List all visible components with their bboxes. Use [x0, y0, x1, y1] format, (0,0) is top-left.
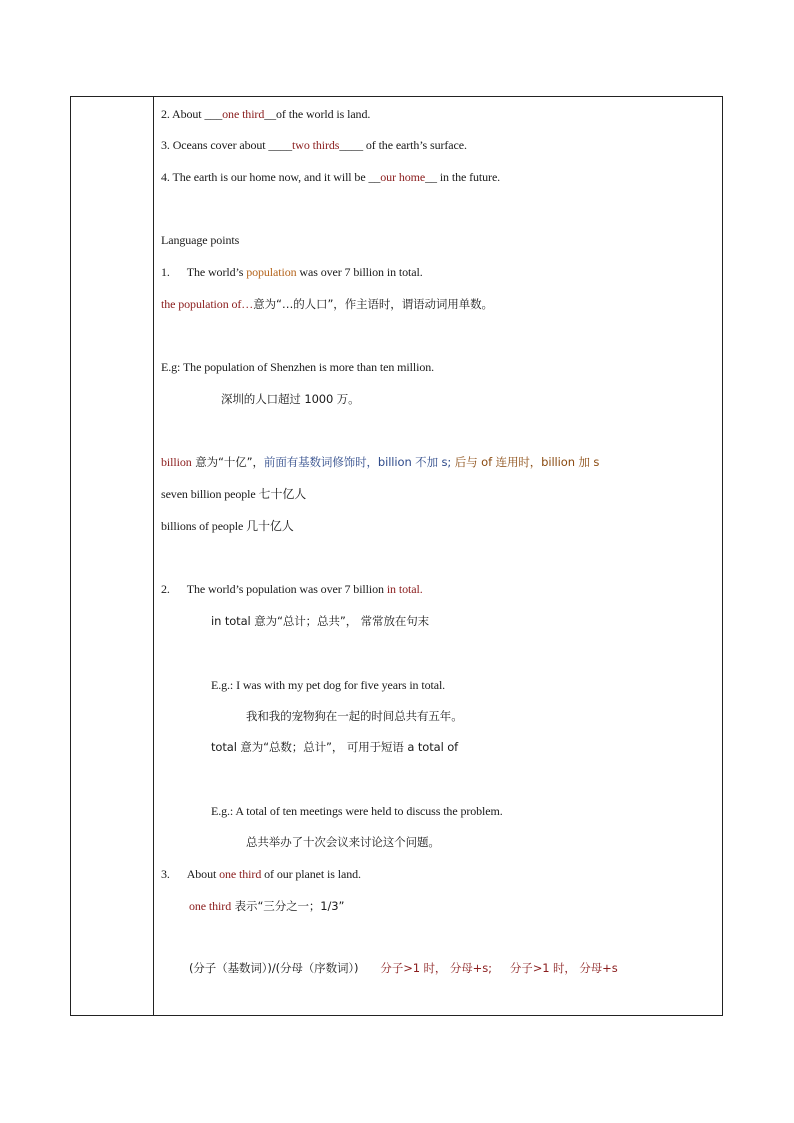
exercise-answer: one third [222, 107, 265, 121]
point-number: 1. [161, 265, 170, 279]
point-2-example-1-translation: 我和我的宠物狗在一起的时间总共有五年。 [246, 709, 463, 723]
phrase: one third [189, 899, 232, 913]
sentence-text: About [186, 867, 220, 881]
point-2-example-1: E.g.: I was with my pet dog for five years in total. [211, 678, 446, 692]
exercise-answer: two thirds [292, 138, 340, 152]
point-3-note [189, 898, 344, 914]
exercise-line-4 [161, 169, 500, 185]
exercise-text: __of the world is land. [264, 107, 371, 121]
rule-text: billion 不加 s; [377, 455, 452, 469]
rule-text: billion 加 s [541, 455, 600, 469]
key-word: in total. [386, 582, 423, 596]
point-2-note-1: in total 意为“总计；总共”， 常常放在句末 [211, 614, 430, 628]
rule-text: 分子>1 时， 分母+s; [380, 961, 492, 975]
sentence-text: was over 7 billion in total. [296, 265, 423, 279]
billion-example-2: billions of people 几十亿人 [161, 519, 294, 533]
exercise-text: 4. The earth is our home now, and it will be __ [161, 170, 381, 184]
point-2-example-2: E.g.: A total of ten meetings were held to discuss the problem. [211, 804, 503, 818]
point-1-sentence [161, 264, 423, 280]
sentence-text: The world’s [186, 265, 247, 279]
billion-note [161, 454, 599, 470]
point-3-sentence [161, 866, 361, 882]
exercise-answer: our home [380, 170, 426, 184]
exercise-line-3 [161, 137, 467, 153]
explanation: 表示“三分之一；1/3” [231, 899, 345, 913]
phrase: the population of… [161, 297, 254, 311]
exercise-text: 2. About ___ [161, 107, 223, 121]
point-2-note-2: total 意为“总数；总计”， 可用于短语 a total of [211, 740, 459, 754]
explanation: 意为“…的人口”，作主语时，谓语动词用单数。 [253, 297, 493, 311]
key-word: billion [161, 455, 192, 469]
sentence-text: of our planet is land. [261, 867, 361, 881]
point-number: 2. [161, 582, 170, 596]
exercise-line-2 [161, 106, 370, 122]
point-1-example: E.g: The population of Shenzhen is more than ten million. [161, 360, 435, 374]
point-1-note [161, 296, 493, 312]
section-heading: Language points [161, 233, 240, 247]
rule-text: 前面有基数词修饰时， [263, 455, 378, 469]
rule-text: 分子>1 时， 分母+s [509, 961, 618, 975]
key-word: population [246, 265, 297, 279]
exercise-text: 3. Oceans cover about ____ [161, 138, 293, 152]
table-column-divider [153, 96, 154, 1016]
rule-text: 后与 of 连用时， [451, 455, 542, 469]
point-number: 3. [161, 867, 170, 881]
billion-example-1: seven billion people 七十亿人 [161, 487, 307, 501]
point-3-formula-line [189, 960, 618, 976]
key-word: one third [219, 867, 262, 881]
sentence-text: The world’s population was over 7 billion [186, 582, 387, 596]
point-2-sentence [161, 581, 423, 597]
point-1-example-translation: 深圳的人口超过 1000 万。 [221, 392, 360, 406]
exercise-text: __ in the future. [425, 170, 501, 184]
exercise-text: ____ of the earth’s surface. [339, 138, 467, 152]
fraction-formula: (分子（基数词）)/(分母（序数词）) [189, 961, 359, 975]
explanation: 意为“十亿”， [191, 455, 264, 469]
point-2-example-2-translation: 总共举办了十次会议来讨论这个问题。 [246, 835, 440, 849]
